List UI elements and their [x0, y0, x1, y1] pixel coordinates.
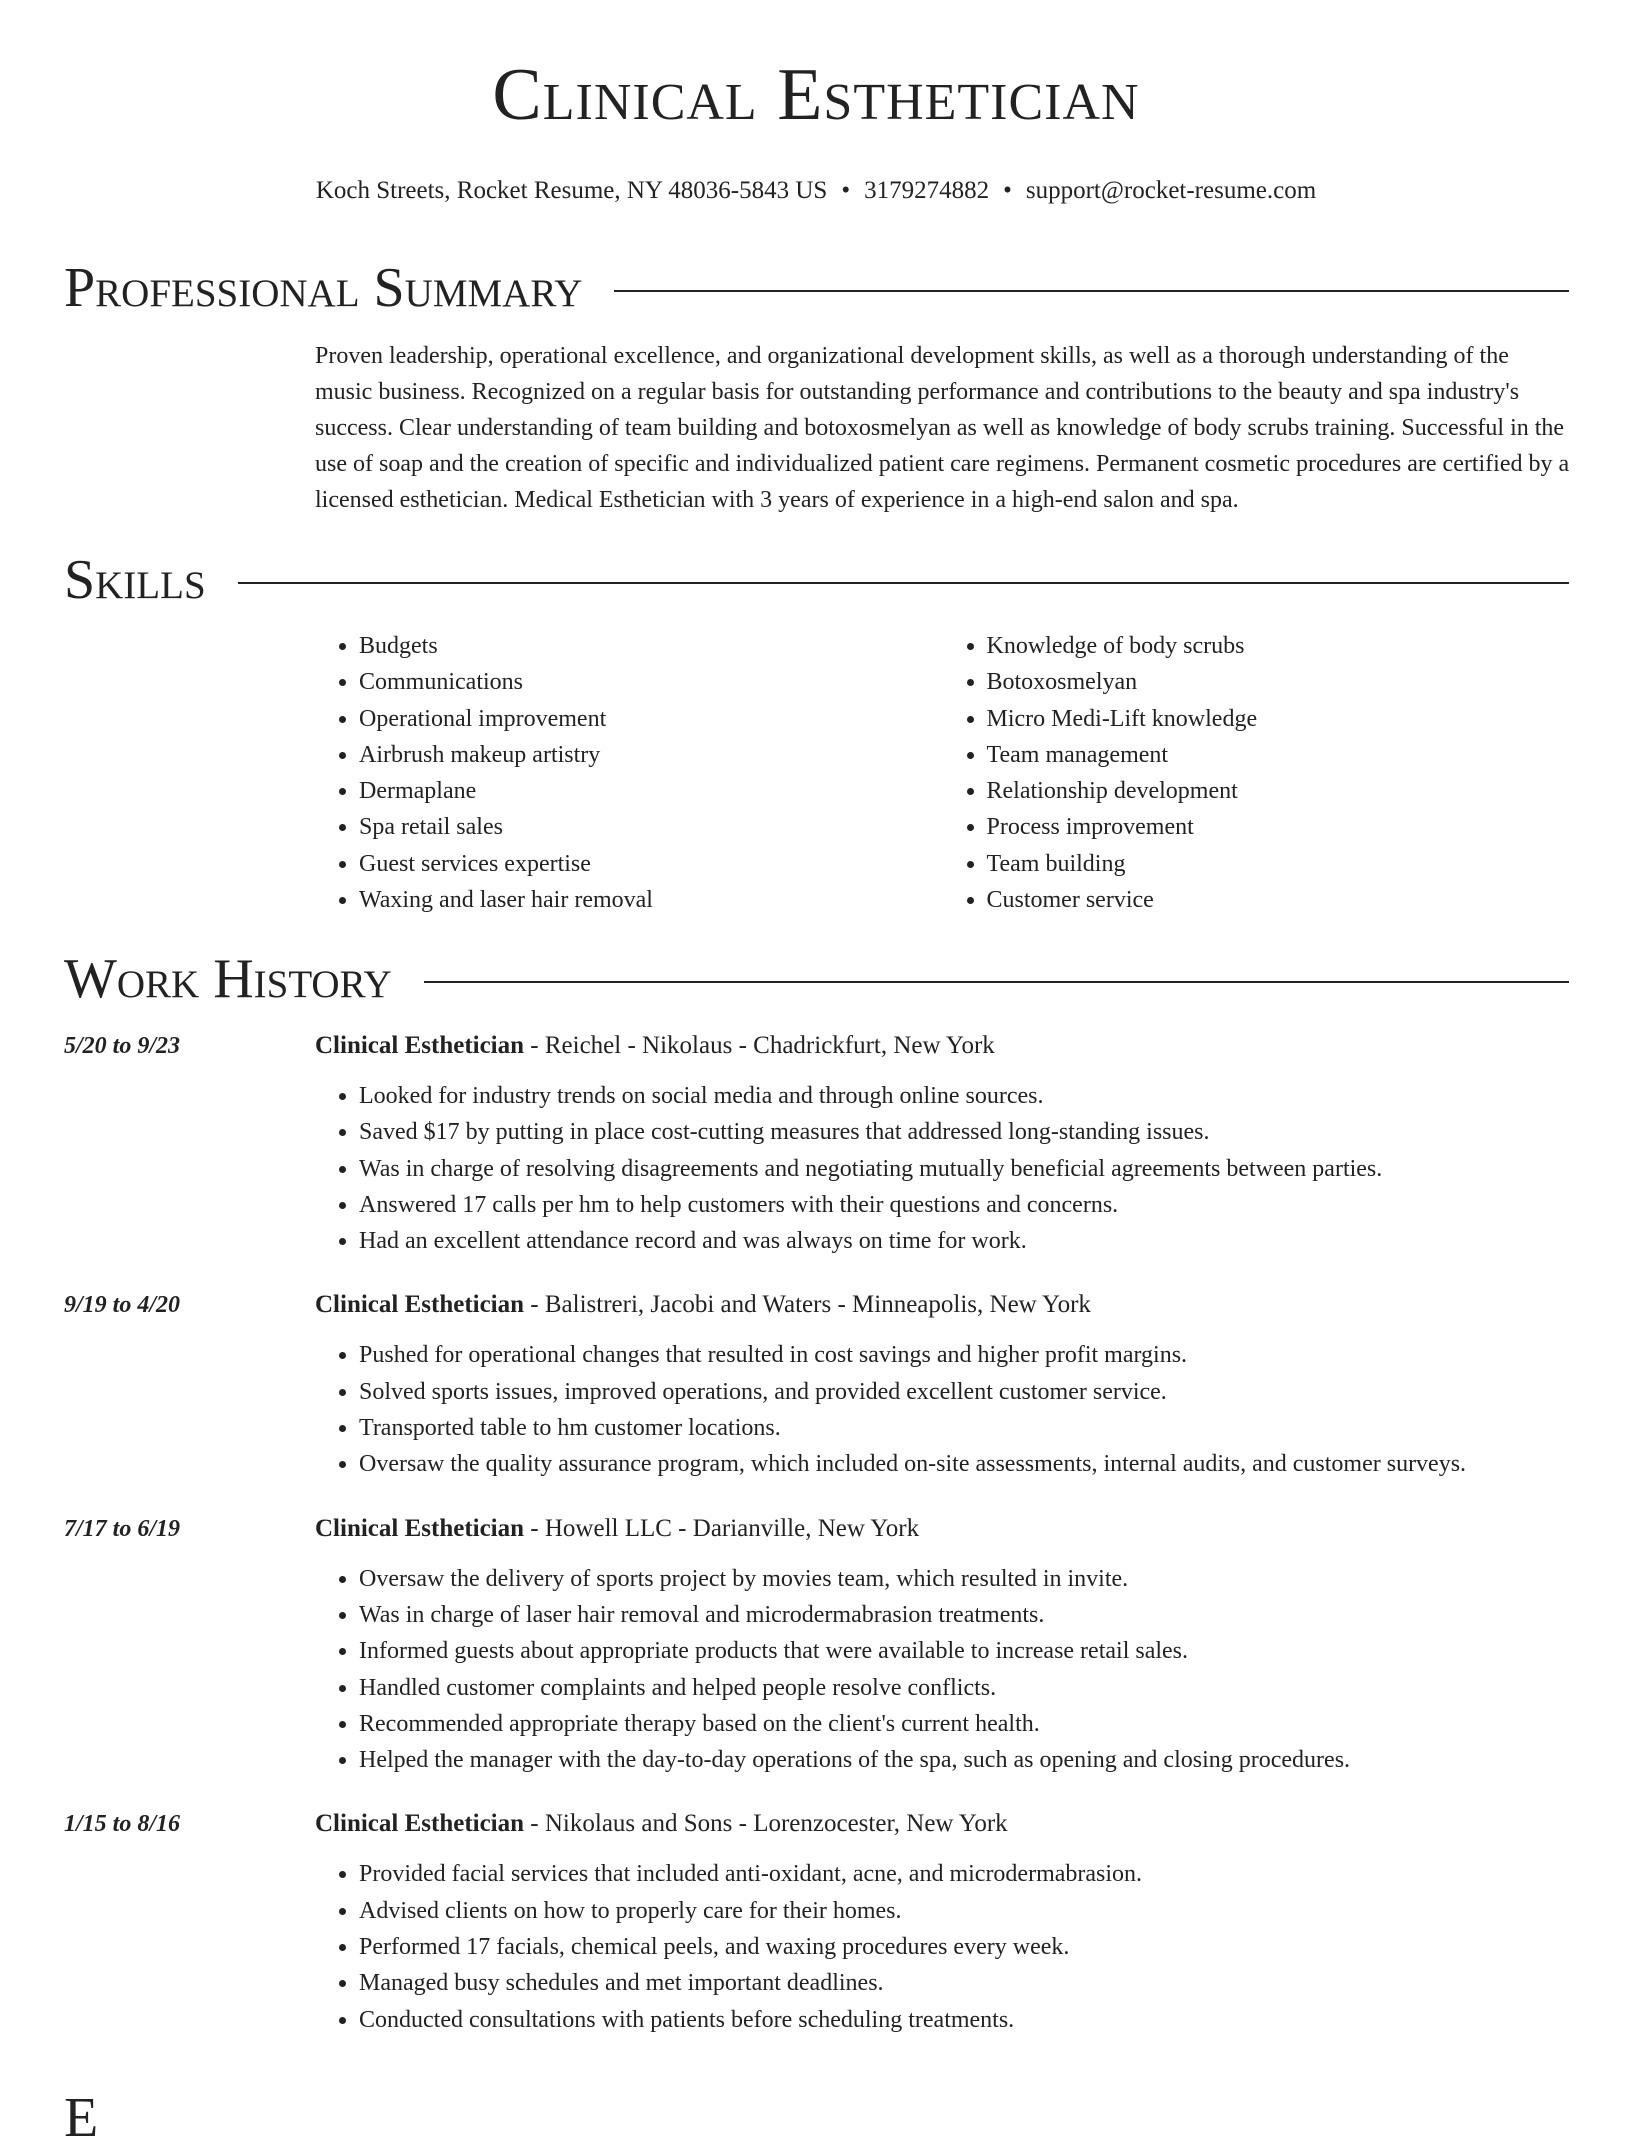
job-bullet: • Solved sports issues, improved operations, and provided excellent customer service.: [359, 1374, 1569, 1410]
job-dates: 1/15 to 8/16: [64, 1811, 181, 1838]
job-bullet: • Looked for industry trends on social media and through online sources.: [359, 1078, 1569, 1114]
contact-address: Koch Streets, Rocket Resume, NY 48036-5843 US: [315, 177, 828, 204]
contact-phone[interactable]: 3179274882: [864, 177, 990, 204]
contact-line: [0, 175, 1632, 207]
job-bullet-list: [315, 1856, 1569, 2037]
job-dates: 5/20 to 9/23: [64, 1033, 181, 1059]
job-title: Clinical Esthetician: [315, 1810, 525, 1838]
contact-separator: •: [841, 177, 851, 204]
job-heading: [315, 1513, 1569, 1545]
skill-item: • Budgets: [359, 628, 943, 664]
job-bullet: • Informed guests about appropriate products that were available to increase retail sales.: [359, 1633, 1569, 1669]
skill-item: • Dermaplane: [359, 773, 943, 809]
job-bullet: • Saved $17 by putting in place cost-cutting measures that addressed long-standing issues.: [359, 1114, 1569, 1150]
skill-item: • Micro Medi-Lift knowledge: [987, 701, 1571, 737]
job-body: [315, 1513, 1569, 1779]
job-bullet: • Answered 17 calls per hm to help customers with their questions and concerns.: [359, 1187, 1569, 1223]
contact-email[interactable]: support@rocket-resume.com: [1025, 177, 1317, 204]
job-entry: [64, 1513, 1569, 1779]
section-divider: [424, 981, 1569, 983]
job-title: Clinical Esthetician: [315, 1291, 525, 1319]
job-bullet-list: [315, 1561, 1569, 1779]
job-body: [315, 1289, 1569, 1482]
job-heading: [315, 1808, 1569, 1840]
job-heading: [315, 1030, 1569, 1062]
job-bullet: • Conducted consultations with patients before scheduling treatments.: [359, 2002, 1569, 2038]
work-history-list: [64, 1030, 1569, 2068]
skill-item: • Botoxosmelyan: [987, 664, 1571, 700]
job-employer-location: - Nikolaus and Sons - Lorenzocester, New York: [524, 1810, 1008, 1838]
next-section-title-partial: E: [64, 2087, 99, 2149]
job-bullet-list: [315, 1078, 1569, 1259]
skills-section-title: Skills: [64, 549, 206, 611]
job-employer-location: - Howell LLC - Darianville, New York: [524, 1514, 920, 1542]
job-bullet-list: [315, 1337, 1569, 1482]
job-bullet: • Had an excellent attendance record and was always on time for work.: [359, 1223, 1569, 1259]
skills-list: [315, 628, 1570, 918]
job-bullet: • Was in charge of resolving disagreements and negotiating mutually beneficial agreements between parties.: [359, 1151, 1569, 1187]
section-divider: [614, 290, 1569, 292]
job-bullet: • Provided facial services that included anti-oxidant, acne, and microdermabrasion.: [359, 1856, 1569, 1892]
job-bullet: • Handled customer complaints and helped people resolve conflicts.: [359, 1670, 1569, 1706]
skill-item: • Communications: [359, 664, 943, 700]
job-bullet: • Oversaw the delivery of sports project by movies team, which resulted in invite.: [359, 1561, 1569, 1597]
contact-separator: •: [1003, 177, 1012, 204]
job-dates: 9/19 to 4/20: [64, 1292, 181, 1319]
job-employer-location: - Reichel - Nikolaus - Chadrickfurt, New York: [524, 1032, 995, 1059]
skill-item: • Knowledge of body scrubs: [987, 628, 1571, 664]
skill-item: • Waxing and laser hair removal: [359, 882, 943, 918]
skill-item: • Customer service: [987, 882, 1571, 918]
resume-name: Clinical Esthetician: [492, 54, 1140, 136]
summary-section-header: [64, 258, 1569, 318]
summary-text: Proven leadership, operational excellence, and organizational development skills, as well as a thorough understanding of the music business. Recognized on a regular basis for outstanding performance and contributions to the beauty and spa industry's success. Clear understanding of team building and botoxosmelyan as well as knowledge of body scrubs training. Successful in the use of soap and the creation of specific and individualized patient care regimens. Permanent cosmetic procedures are certified by a licensed esthetician. Medical Esthetician with 3 years of experience in a high-end salon and spa.: [315, 343, 1570, 513]
job-employer-location: - Balistreri, Jacobi and Waters - Minneapolis, New York: [524, 1291, 1091, 1319]
job-dates: 7/17 to 6/19: [64, 1515, 181, 1542]
skill-item: • Team building: [987, 846, 1571, 882]
job-bullet: • Transported table to hm customer locations.: [359, 1410, 1569, 1446]
skill-item: • Operational improvement: [359, 701, 943, 737]
job-bullet: • Recommended appropriate therapy based on the client's current health.: [359, 1706, 1569, 1742]
job-title: Clinical Esthetician: [315, 1514, 525, 1542]
job-bullet: • Performed 17 facials, chemical peels, and waxing procedures every week.: [359, 1929, 1569, 1965]
job-title: Clinical Esthetician: [315, 1032, 525, 1059]
job-entry: [64, 1289, 1569, 1482]
skill-item: • Team management: [987, 737, 1571, 773]
skill-item: • Relationship development: [987, 773, 1571, 809]
job-bullet: • Advised clients on how to properly care for their homes.: [359, 1893, 1569, 1929]
skills-column-left: [315, 628, 943, 918]
job-bullet: • Pushed for operational changes that resulted in cost savings and higher profit margins.: [359, 1337, 1569, 1373]
job-bullet: • Oversaw the quality assurance program, which included on-site assessments, internal audits, and customer surveys.: [359, 1446, 1569, 1482]
job-heading: [315, 1289, 1569, 1321]
skills-column-right: [943, 628, 1571, 918]
job-bullet: • Was in charge of laser hair removal and microdermabrasion treatments.: [359, 1597, 1569, 1633]
job-body: [315, 1030, 1569, 1259]
job-bullet: • Managed busy schedules and met important deadlines.: [359, 1965, 1569, 2001]
skill-item: • Airbrush makeup artistry: [359, 737, 943, 773]
skill-item: • Process improvement: [987, 809, 1571, 845]
work-section-title: Work History: [64, 948, 392, 1010]
skills-section-header: [64, 550, 1569, 610]
job-entry: [64, 1808, 1569, 2037]
summary-section-title: Professional Summary: [64, 257, 583, 319]
job-body: [315, 1808, 1569, 2037]
job-bullet: • Helped the manager with the day-to-day operations of the spa, such as opening and closing procedures.: [359, 1742, 1569, 1778]
section-divider: [238, 582, 1569, 584]
skill-item: • Guest services expertise: [359, 846, 943, 882]
job-entry: [64, 1030, 1569, 1259]
skill-item: • Spa retail sales: [359, 809, 943, 845]
work-section-header: [64, 949, 1569, 1009]
